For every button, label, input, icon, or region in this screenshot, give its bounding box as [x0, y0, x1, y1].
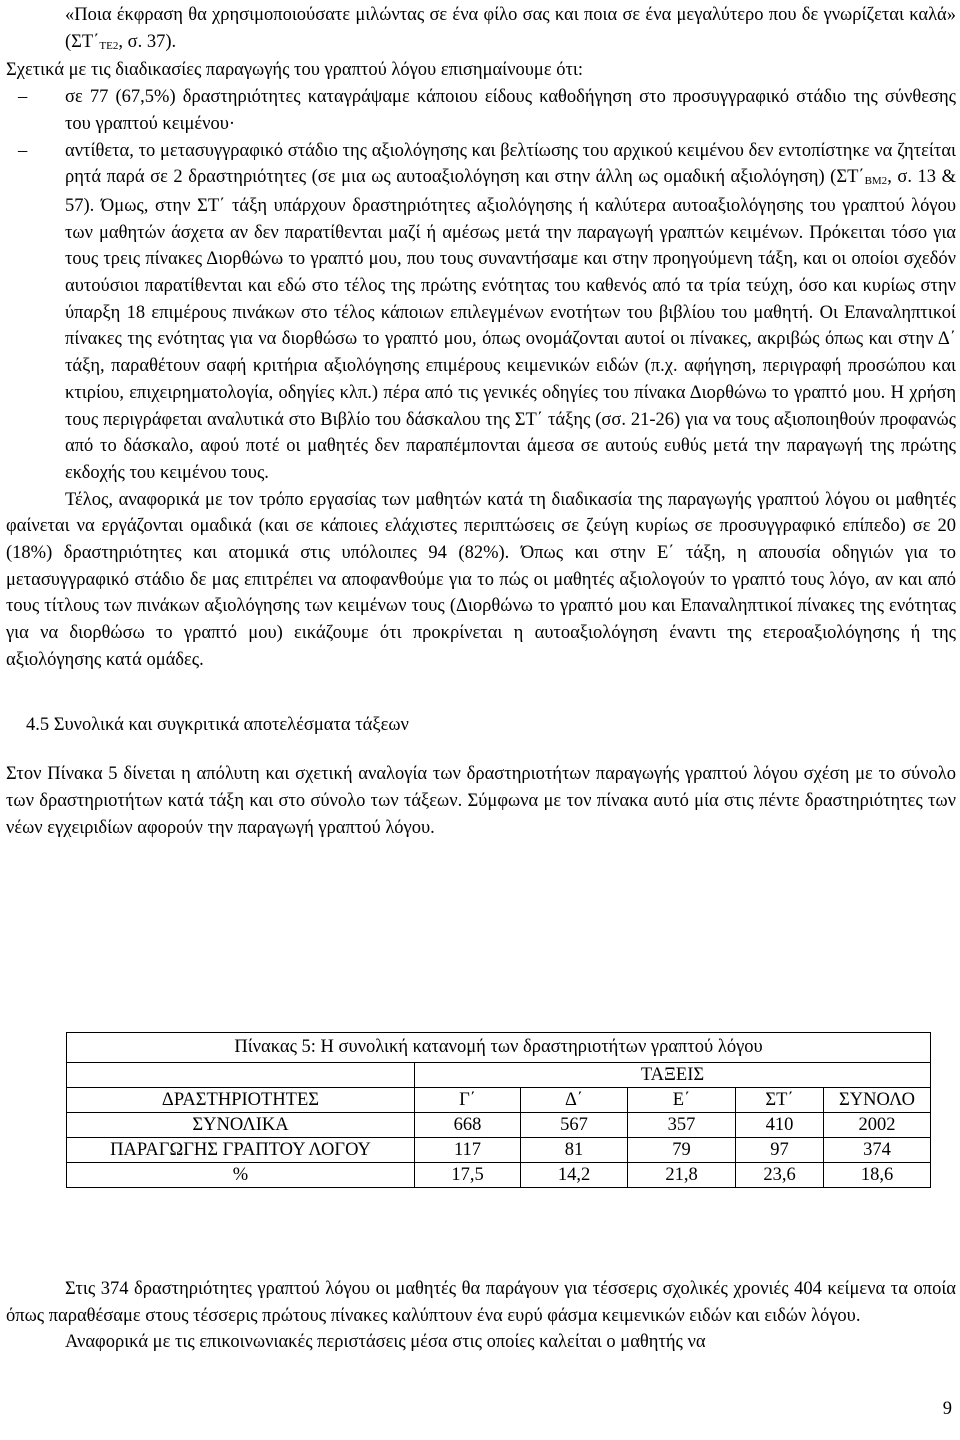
- after-table-text: [6, 1276, 956, 1356]
- table-cell: 668: [415, 1113, 521, 1138]
- table-cell: 21,8: [628, 1163, 736, 1188]
- table-cell: 81: [521, 1138, 628, 1163]
- quote-text: «Ποια έκφραση θα χρησιμοποιούσατε μιλώντας σε ένα φίλο σας και ποια σε ένα μεγαλύτερο που δε γνωρίζεται καλά» (ΣΤ΄: [65, 5, 956, 52]
- table-group-header: ΤΑΞΕΙΣ: [415, 1063, 931, 1088]
- table-header-cell: Δ΄: [521, 1088, 628, 1113]
- finally-paragraph: Τέλος, αναφορικά με τον τρόπο εργασίας των μαθητών κατά τη διαδικασία της παραγωγής γραπτού λόγου οι μαθητές φαίνεται να εργάζονται ομαδικά (και σε κάποιες ελάχιστες περιπτώσεις σε ζεύγη κυρίως σε προσυγγραφικό επίπεδο) σε 20 (18%) δραστηριότητες και ατομικά στις υπόλοιπες 94 (82%). Όπως και στην Ε΄ τάξη, η απουσία οδηγιών για το μετασυγγραφικό στάδιο δε μας επιτρέπει να αποφανθούμε για το πώς οι μαθητές αξιολογούν το γραπτό τους λόγο, αν και από τους τίτλους των πινάκων αξιολόγησης των κειμένων τους (Διορθώνω το γραπτό μου και Επαναληπτικοί πίνακες της ενότητας για να διορθώσω το γραπτό μου) εικάζουμε ότι προκρίνεται η αυτοαξιολόγηση έναντι της ετεροαξιολόγησης ή της αξιολόγησης κατά ομάδες.: [6, 489, 956, 670]
- bullet-item-2: [6, 138, 956, 487]
- table-cell: 567: [521, 1113, 628, 1138]
- table-header-cell: ΣΤ΄: [736, 1088, 824, 1113]
- table-header-cell: ΣΥΝΟΛΟ: [824, 1088, 931, 1113]
- after-table-paragraph-2: Αναφορικά με τις επικοινωνιακές περιστάσεις μέσα στις οποίες καλείται ο μαθητής να: [65, 1332, 706, 1353]
- table-cell: 374: [824, 1138, 931, 1163]
- quote-reference: , σ. 37).: [118, 31, 177, 52]
- table-row: [67, 1113, 931, 1138]
- table-5: [66, 1032, 931, 1188]
- quote-subscript: ΤΕ2: [99, 39, 119, 52]
- document-body: [6, 2, 956, 841]
- process-intro: Σχετικά με τις διαδικασίες παραγωγής του γραπτού λόγου επισημαίνουμε ότι:: [6, 60, 584, 81]
- table5-intro-paragraph: Στον Πίνακα 5 δίνεται η απόλυτη και σχετική αναλογία των δραστηριοτήτων παραγωγής γραπτού λόγου σχέση με το σύνολο των δραστηριοτήτων κατά τάξη και στο σύνολο των τάξεων. Σύμφωνα με τον πίνακα αυτό μία στις πέντε δραστηριότητες των νέων εγχειριδίων αφορούν την παραγωγή γραπτού λόγου.: [6, 764, 956, 838]
- table-cell: 18,6: [824, 1163, 931, 1188]
- table-row-label: ΠΑΡΑΓΩΓΗΣ ΓΡΑΠΤΟΥ ΛΟΓΟΥ: [67, 1138, 415, 1163]
- table-header-cell: Ε΄: [628, 1088, 736, 1113]
- section-heading: 4.5 Συνολικά και συγκριτικά αποτελέσματα τάξεων: [26, 714, 409, 735]
- table-cell: 357: [628, 1113, 736, 1138]
- table-cell: 79: [628, 1138, 736, 1163]
- dash-marker: –: [18, 87, 28, 108]
- table-caption-row: [67, 1033, 931, 1063]
- table-cell: 97: [736, 1138, 824, 1163]
- bullet-subscript: ΒΜ2: [864, 175, 888, 188]
- bullet-text: σε 77 (67,5%) δραστηριότητες καταγράψαμε κάποιου είδους καθοδήγηση στο προσυγγραφικό στάδιο της σύνθεσης του γραπτού κειμένου·: [65, 87, 956, 134]
- table-caption: Πίνακας 5: Η συνολική κατανομή των δραστηριοτήτων γραπτού λόγου: [67, 1033, 931, 1063]
- after-table-paragraph-1: Στις 374 δραστηριότητες γραπτού λόγου οι μαθητές θα παράγουν για τέσσερις σχολικές χρονιές 404 κείμενα τα οποία όπως παραθέσαμε στους τέσσερις πρώτους πίνακες καλύπτουν ένα ευρύ φάσμα κειμενικών ειδών και ειδών λόγου.: [6, 1279, 956, 1326]
- table-header-cell: ΔΡΑΣΤΗΡΙΟΤΗΤΕΣ: [67, 1088, 415, 1113]
- table-cell: 17,5: [415, 1163, 521, 1188]
- table-row: [67, 1163, 931, 1188]
- table-cell: 410: [736, 1113, 824, 1138]
- table-group-row: [67, 1063, 931, 1088]
- table-header-cell: Γ΄: [415, 1088, 521, 1113]
- dash-marker: –: [18, 140, 28, 161]
- table-cell: 2002: [824, 1113, 931, 1138]
- bullet-text: αντίθετα, το μετασυγγραφικό στάδιο της αξιολόγησης και βελτίωσης του αρχικού κειμένου δεν εντοπίστηκε να ζητείται ρητά παρά σε 2 δραστηριότητες (σε μια ως αυτοαξιολόγηση και στην άλλη ως ομαδική αξιολόγηση) (ΣΤ΄: [65, 140, 956, 188]
- table-group-empty: [67, 1063, 415, 1088]
- table-cell: 117: [415, 1138, 521, 1163]
- bullet-item-1: [6, 84, 956, 137]
- table-header-row: [67, 1088, 931, 1113]
- page-number: 9: [942, 1399, 952, 1419]
- table-row-label: ΣΥΝΟΛΙΚΑ: [67, 1113, 415, 1138]
- bullet-text-continued: , σ. 13 & 57). Όμως, στην ΣΤ΄ τάξη υπάρχουν δραστηριότητες αξιολόγησης ή καλύτερα αυτοαξιολόγησης του γραπτού λόγου των μαθητών άσχετα αν δεν παρατίθενται μαζί ή αμέσως μετά την παραγωγή γραπτών κειμένων. Πρόκειται τόσο για τους τρεις πίνακες Διορθώνω το γραπτό μου, που τους συναντήσαμε και στην προηγούμενη τάξη, και οι οποίοι σχεδόν αυτούσιοι παρατίθενται και εδώ στο τέλος της πρώτης ενότητας του καθενός από τα τρία τεύχη, όσο και κυρίως στην ύπαρξη 18 επιμέρους πινάκων στο τέλος κάποιων επιλεγμένων ενοτήτων του βιβλίου του μαθητή. Οι Επαναληπτικοί πίνακες της ενότητας για να διορθώσω το γραπτό μου, όπως ονομάζονται αυτοί οι πίνακες, ακριβώς όπως και στην Δ΄ τάξη, παραθέτουν σαφή κριτήρια αξιολόγησης επιμέρους κειμενικών ειδών (π.χ. αφήγηση, περιγραφή προσώπου και κτιρίου, επιχειρηματολογία, οδηγίες κλπ.) πέρα από τις γενικές οδηγίες του πίνακα Διορθώνω το γραπτό μου. Η χρήση τους περιγράφεται αναλυτικά στο Βιβλίο του δάσκαλου της ΣΤ΄ τάξης (σσ. 21-26) για να τους αξιοποιηθούν προφανώς από το δάσκαλο, αφού ποτέ οι μαθητές δεν παραπέμπονται άμεσα σε αυτούς ευθύς μετά την παραγωγή της πρώτης εκδοχής του κειμένου τους.: [65, 167, 956, 483]
- table-cell: 23,6: [736, 1163, 824, 1188]
- quoted-activity: [6, 2, 956, 57]
- table-row: [67, 1138, 931, 1163]
- table-cell: 14,2: [521, 1163, 628, 1188]
- table-row-label: %: [67, 1163, 415, 1188]
